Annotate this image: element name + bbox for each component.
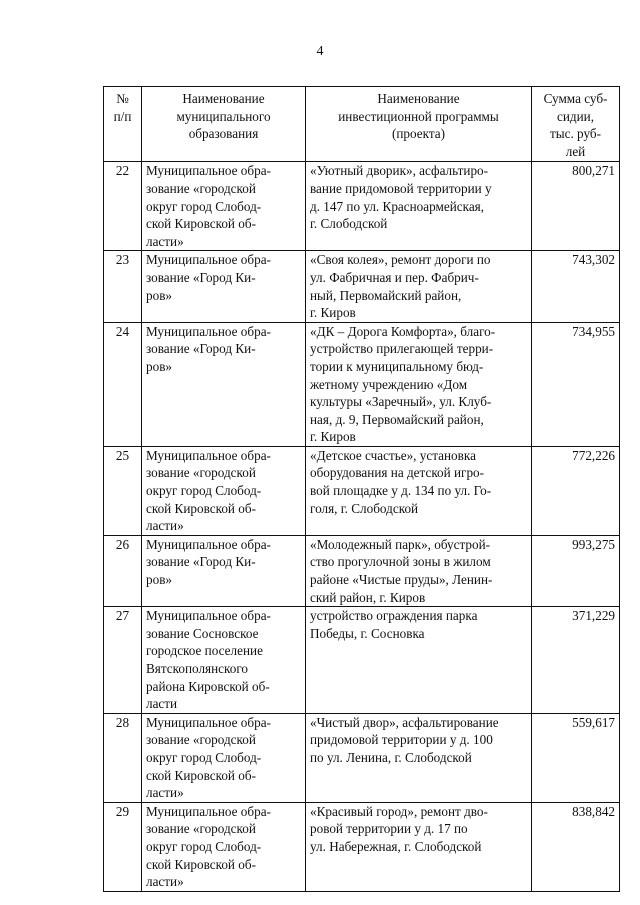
row-project: «Молодежный парк», обустрой- ство прогулочной зоны в жилом районе «Чистые пруды», Ленин- ский район, г. Киров [306,535,532,606]
table-row [104,802,620,891]
row-sum: 993,275 [532,535,620,606]
row-number: 27 [104,607,142,714]
row-sum: 559,617 [532,713,620,802]
header-number: № п/п [104,87,142,162]
header-project: Наименование инвестиционной программы (проекта) [306,87,532,162]
header-municipality: Наименование муниципального образования [142,87,306,162]
row-municipality: Муниципальное обра- зование «городской округ город Слобод- ской Кировской об- ласти» [142,162,306,251]
row-sum: 772,226 [532,446,620,535]
row-project: «ДК – Дорога Комфорта», благо- устройство прилегающей терри- тории к муниципальному бюд- жетному учреждению «Дом культуры «Заречный», ул. Клуб- ная, д. 9, Первомайский район, г. Киров [306,322,532,446]
row-sum: 743,302 [532,251,620,322]
row-number: 24 [104,322,142,446]
row-sum: 371,229 [532,607,620,714]
row-project: «Уютный дворик», асфальтиро- вание придомовой территории у д. 147 по ул. Красноармейская, г. Слободской [306,162,532,251]
row-municipality: Муниципальное обра- зование «городской округ город Слобод- ской Кировской об- ласти» [142,446,306,535]
table-row [104,446,620,535]
row-sum: 800,271 [532,162,620,251]
table-row [104,322,620,446]
row-municipality: Муниципальное обра- зование «Город Ки- ров» [142,322,306,446]
row-municipality: Муниципальное обра- зование «городской округ город Слобод- ской Кировской об- ласти» [142,802,306,891]
row-municipality: Муниципальное обра- зование Сосновское городское поселение Вятскополянского района Кировской об- ласти [142,607,306,714]
page-number: 4 [316,44,324,59]
row-number: 29 [104,802,142,891]
row-number: 23 [104,251,142,322]
row-number: 22 [104,162,142,251]
row-project: устройство ограждения парка Победы, г. Сосновка [306,607,532,714]
row-project: «Детское счастье», установка оборудования на детской игро- вой площадке у д. 134 по ул. Го- голя, г. Слободской [306,446,532,535]
table-row [104,535,620,606]
row-project: «Чистый двор», асфальтирование придомовой территории у д. 100 по ул. Ленина, г. Слободской [306,713,532,802]
row-number: 25 [104,446,142,535]
table-header-row [104,87,620,162]
row-project: «Своя колея», ремонт дороги по ул. Фабричная и пер. Фабрич- ный, Первомайский район, г. Киров [306,251,532,322]
row-sum: 838,842 [532,802,620,891]
row-municipality: Муниципальное обра- зование «Город Ки- ров» [142,251,306,322]
table-row [104,251,620,322]
table-row [104,713,620,802]
row-number: 28 [104,713,142,802]
table-row [104,162,620,251]
table-row [104,607,620,714]
header-subsidy-sum: Сумма суб- сидии, тыс. руб- лей [532,87,620,162]
subsidy-table [103,86,620,892]
row-project: «Красивый город», ремонт дво- ровой территории у д. 17 по ул. Набережная, г. Слободской [306,802,532,891]
row-municipality: Муниципальное обра- зование «городской округ город Слобод- ской Кировской об- ласти» [142,713,306,802]
row-number: 26 [104,535,142,606]
row-municipality: Муниципальное обра- зование «Город Ки- ров» [142,535,306,606]
row-sum: 734,955 [532,322,620,446]
